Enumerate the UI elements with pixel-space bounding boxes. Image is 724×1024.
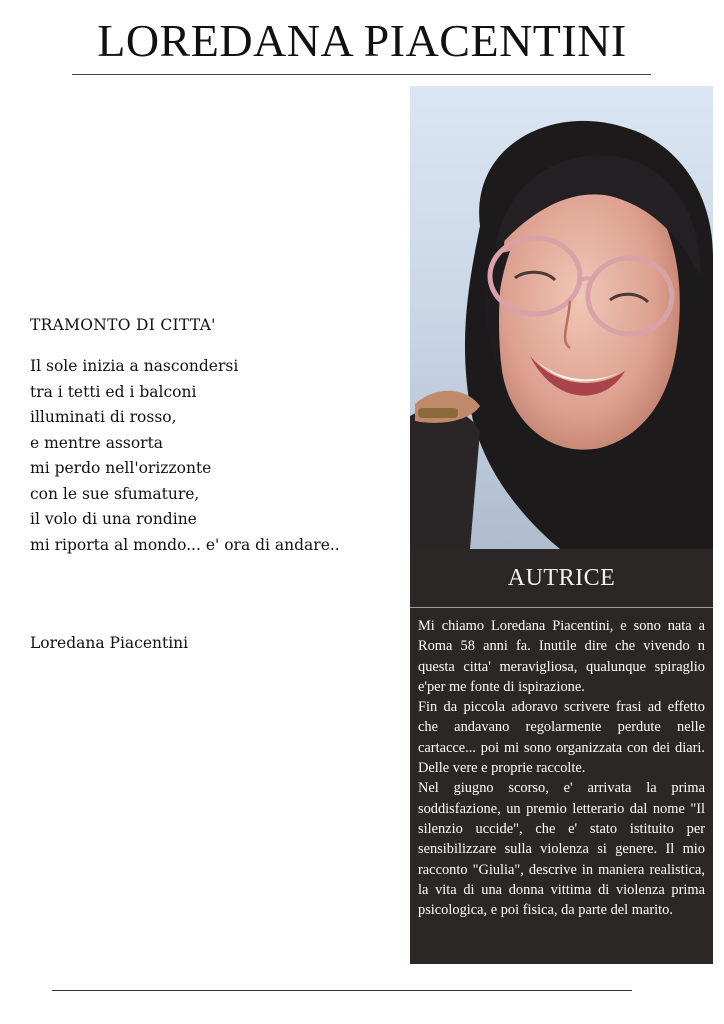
poem-line: e mentre assorta: [30, 433, 164, 452]
portrait-illustration: [410, 86, 713, 549]
author-bio-panel: [410, 549, 713, 964]
poem-line: tra i tetti ed i balconi: [30, 382, 197, 401]
author-photo: [410, 86, 713, 549]
title-divider: [72, 74, 651, 75]
bio-paragraph: Nel giugno scorso, e' arrivata la prima soddisfazione, un premio letterario dal nome "Il silenzio uccide", che e' stato istituito per sensibilizzare sulla violenza si genere. Il mio racconto "Giulia", descrive in maniera realistica, la vita di una donna vittima di violenza prima psicologica, e poi fisica, da parte del marito.: [418, 780, 705, 919]
bio-paragraph: Fin da piccola adoravo scrivere frasi ad effetto che andavano regolarmente perdute nelle cartacce... poi mi sono organizzata con dei diari. Delle vere e proprie raccolte.: [418, 699, 705, 777]
poem-line: il volo di una rondine: [30, 510, 197, 528]
poem-line: illuminati di rosso,: [30, 408, 177, 426]
poem-title: TRAMONTO DI CITTA': [30, 316, 216, 334]
poem-line: con le sue sfumature,: [30, 484, 200, 503]
bio-heading: AUTRICE: [507, 565, 616, 591]
poem-line: mi perdo nell'orizzonte: [30, 459, 212, 477]
bio-text: [410, 608, 713, 920]
page-title: LOREDANA PIACENTINI: [97, 15, 627, 66]
poem: [30, 312, 400, 558]
poem-author: Loredana Piacentini: [30, 634, 189, 652]
poem-line: mi riporta al mondo... e' ora di andare..: [30, 535, 340, 554]
bio-paragraph: Mi chiamo Loredana Piacentini, e sono nata a Roma 58 anni fa. Inutile dire che vivendo n questa citta' meravigliosa, qualunque spiraglio e'per me fonte di ispirazione.: [418, 618, 705, 695]
footer-divider: [52, 990, 632, 991]
poem-line: Il sole inizia a nascondersi: [30, 357, 239, 375]
